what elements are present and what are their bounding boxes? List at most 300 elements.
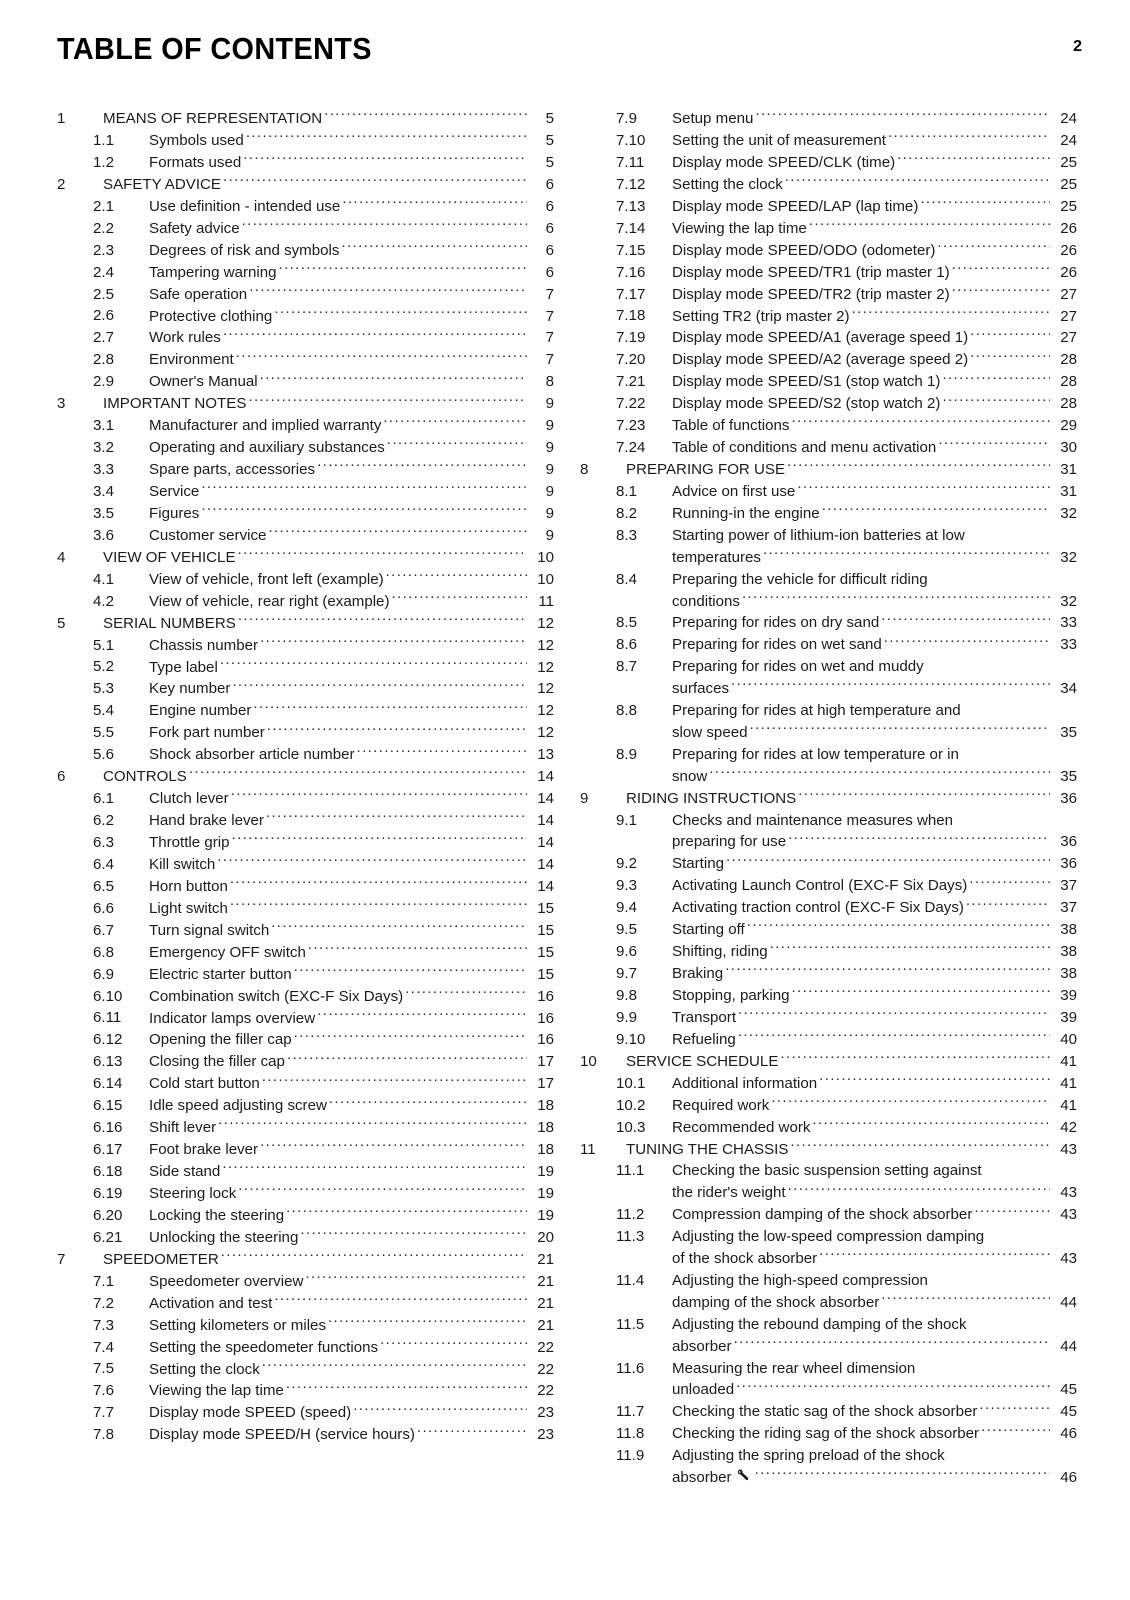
toc-entry-title-line-last — [149, 832, 554, 854]
toc-entry[interactable] — [580, 1204, 1077, 1226]
toc-entry-title: Work rules — [149, 329, 221, 347]
toc-entry[interactable] — [57, 327, 554, 349]
toc-entry[interactable] — [580, 196, 1077, 218]
toc-entry[interactable] — [580, 875, 1077, 897]
toc-entry-title: Starting power of lithium-ion batteries at low — [672, 526, 965, 544]
toc-entry-title-block — [149, 1139, 554, 1161]
toc-entry-title-block — [103, 393, 554, 415]
toc-entry-title-block — [672, 1445, 1077, 1489]
toc-entry[interactable] — [580, 1139, 1077, 1161]
toc-entry-title: Setting the unit of measurement — [672, 132, 886, 150]
toc-entry-number: 10 — [580, 1052, 597, 1070]
page-number: 2 — [1073, 38, 1082, 55]
toc-entry[interactable] — [57, 196, 554, 218]
toc-entry[interactable] — [57, 854, 554, 876]
toc-entry-title-block — [672, 174, 1077, 196]
toc-entry[interactable] — [580, 853, 1077, 875]
toc-entry-number: 6.3 — [93, 833, 114, 851]
toc-entry-title-block — [149, 218, 554, 240]
toc-entry-title: Hand brake lever — [149, 812, 264, 830]
toc-entry[interactable] — [57, 1095, 554, 1117]
toc-entry-title: Foot brake lever — [149, 1141, 259, 1159]
toc-entry[interactable] — [57, 1271, 554, 1293]
toc-entry[interactable] — [57, 613, 554, 635]
toc-entry-title-line-last — [672, 831, 1077, 853]
toc-entry-page: 44 — [1060, 1337, 1077, 1355]
toc-entry-page: 19 — [537, 1163, 554, 1181]
toc-entry-page: 14 — [537, 834, 554, 852]
dot-leader — [738, 1029, 1050, 1044]
toc-entry[interactable] — [57, 744, 554, 766]
toc-entry[interactable] — [580, 174, 1077, 196]
toc-entry-title-line-last — [672, 371, 1077, 393]
toc-entry-title-line-last — [149, 327, 554, 349]
toc-entry-page: 36 — [1060, 855, 1077, 873]
toc-entry[interactable] — [57, 415, 554, 437]
toc-entry-number: 6.4 — [93, 855, 114, 873]
toc-entry-title-block — [672, 569, 1077, 613]
toc-entry[interactable] — [580, 393, 1077, 415]
dot-leader — [386, 569, 527, 584]
toc-entry-title-block — [149, 196, 554, 218]
toc-entry[interactable] — [580, 1445, 1077, 1489]
toc-entry-title-line-last — [672, 174, 1077, 196]
toc-entry[interactable] — [580, 1401, 1077, 1423]
toc-entry-title: Safe operation — [149, 285, 248, 303]
toc-entry[interactable] — [57, 371, 554, 393]
toc-entry[interactable] — [57, 656, 554, 678]
toc-entry-title-block — [672, 1423, 1077, 1445]
dot-leader — [979, 1401, 1050, 1416]
toc-columns — [57, 108, 1084, 1590]
toc-entry[interactable] — [57, 1205, 554, 1227]
toc-entry-number: 5.6 — [93, 746, 114, 764]
toc-entry[interactable] — [57, 700, 554, 722]
dot-leader — [734, 1336, 1050, 1351]
toc-entry[interactable] — [580, 1160, 1077, 1204]
toc-entry-title: Display mode SPEED/ODO (odometer) — [672, 241, 936, 259]
toc-entry-title-line-last — [149, 1424, 554, 1446]
toc-entry[interactable] — [57, 1358, 554, 1380]
toc-entry-page: 14 — [537, 768, 554, 786]
toc-entry[interactable] — [57, 1293, 554, 1315]
toc-entry-title-block — [149, 1337, 554, 1359]
toc-entry-number: 4.1 — [93, 570, 114, 588]
dot-leader — [274, 305, 527, 320]
dot-leader — [341, 240, 527, 255]
toc-entry-title: Safety advice — [149, 219, 240, 237]
toc-entry[interactable] — [57, 1117, 554, 1139]
toc-entry-title: Display mode SPEED/A1 (average speed 1) — [672, 329, 969, 347]
toc-entry[interactable] — [57, 942, 554, 964]
toc-entry-page: 28 — [1060, 351, 1077, 369]
dot-leader — [791, 415, 1050, 430]
toc-entry-title-line-last — [626, 459, 1077, 481]
toc-entry-page: 21 — [537, 1316, 554, 1334]
toc-entry[interactable] — [580, 1226, 1077, 1270]
toc-entry[interactable] — [57, 1380, 554, 1402]
toc-entry-page: 15 — [537, 921, 554, 939]
toc-entry-title-block — [672, 1226, 1077, 1270]
toc-entry[interactable] — [57, 1424, 554, 1446]
dot-leader — [342, 196, 527, 211]
toc-entry-title-line-last — [149, 371, 554, 393]
toc-entry-page: 32 — [1060, 504, 1077, 522]
toc-entry[interactable] — [57, 569, 554, 591]
toc-entry-title-line-last — [672, 1379, 1077, 1401]
toc-entry-number: 4 — [57, 548, 66, 566]
toc-entry-number: 11.6 — [616, 1359, 645, 1377]
toc-entry-number: 2 — [57, 175, 66, 193]
toc-entry[interactable] — [57, 284, 554, 306]
toc-entry-page: 12 — [537, 724, 554, 742]
toc-entry[interactable] — [57, 1139, 554, 1161]
toc-entry-title: Chassis number — [149, 636, 259, 654]
toc-entry[interactable] — [57, 393, 554, 415]
toc-entry-number: 9.9 — [616, 1008, 637, 1026]
toc-entry[interactable] — [580, 503, 1077, 525]
toc-entry-title-block — [149, 678, 554, 700]
toc-entry[interactable] — [57, 810, 554, 832]
toc-entry[interactable] — [580, 415, 1077, 437]
dot-leader — [387, 437, 527, 452]
toc-entry-title-block — [149, 305, 554, 327]
dot-leader — [357, 744, 527, 759]
toc-entry[interactable] — [580, 1007, 1077, 1029]
toc-entry-title-block — [672, 810, 1077, 854]
toc-entry-number: 7.3 — [93, 1316, 114, 1334]
toc-entry[interactable] — [57, 591, 554, 613]
toc-entry[interactable] — [57, 525, 554, 547]
toc-entry-number: 9.10 — [616, 1030, 646, 1048]
toc-entry-page: 45 — [1060, 1403, 1077, 1421]
toc-entry-number: 2.3 — [93, 241, 114, 259]
toc-entry[interactable] — [580, 130, 1077, 152]
toc-entry-title-block — [149, 635, 554, 657]
toc-entry[interactable] — [57, 986, 554, 1008]
toc-entry[interactable] — [580, 152, 1077, 174]
toc-entry[interactable] — [580, 612, 1077, 634]
dot-leader — [232, 832, 527, 847]
toc-entry[interactable] — [57, 130, 554, 152]
toc-entry-page: 8 — [545, 373, 554, 391]
toc-entry[interactable] — [580, 284, 1077, 306]
toc-entry-title: Viewing the lap time — [149, 1382, 284, 1400]
toc-entry-title-block — [149, 1315, 554, 1337]
toc-entry-page: 6 — [545, 175, 554, 193]
toc-entry-number: 6.1 — [93, 790, 114, 808]
toc-entry-page: 43 — [1060, 1184, 1077, 1202]
toc-entry[interactable] — [580, 459, 1077, 481]
toc-entry[interactable] — [57, 437, 554, 459]
toc-entry-title-block — [103, 547, 554, 569]
toc-entry[interactable] — [57, 481, 554, 503]
toc-entry-title-line-last — [672, 108, 1077, 130]
toc-entry-title-line-last — [672, 437, 1077, 459]
dot-leader — [417, 1424, 527, 1439]
dot-leader — [938, 437, 1050, 452]
toc-entry-title: conditions — [672, 592, 740, 610]
toc-entry-title: unloaded — [672, 1381, 735, 1399]
toc-entry-page: 6 — [545, 263, 554, 281]
toc-entry-title-line-last — [672, 875, 1077, 897]
toc-entry-title-block — [672, 1270, 1077, 1314]
toc-entry-title: Clutch lever — [149, 790, 229, 808]
toc-entry-title-line-last — [149, 1007, 554, 1029]
toc-column-left — [57, 108, 554, 1590]
toc-entry[interactable] — [580, 1270, 1077, 1314]
toc-entry[interactable] — [580, 525, 1077, 569]
toc-entry[interactable] — [57, 766, 554, 788]
toc-entry-number: 11.5 — [616, 1315, 645, 1333]
toc-entry-title: View of vehicle, rear right (example) — [149, 592, 390, 610]
toc-entry[interactable] — [580, 634, 1077, 656]
toc-entry-title-line-last — [672, 415, 1077, 437]
toc-entry-number: 9.6 — [616, 943, 637, 961]
dot-leader — [725, 963, 1050, 978]
toc-entry[interactable] — [580, 1051, 1077, 1073]
toc-entry[interactable] — [580, 371, 1077, 393]
toc-entry-title: Refueling — [672, 1030, 736, 1048]
dot-leader — [747, 919, 1050, 934]
toc-entry-number: 8.4 — [616, 570, 637, 588]
toc-entry[interactable] — [580, 437, 1077, 459]
toc-entry-number: 3.6 — [93, 526, 114, 544]
toc-entry-number: 7.12 — [616, 175, 646, 193]
toc-entry[interactable] — [580, 700, 1077, 744]
toc-entry-title-block — [149, 327, 554, 349]
toc-entry-title-line-last — [626, 1051, 1077, 1073]
toc-entry[interactable] — [57, 547, 554, 569]
toc-entry-title-line — [672, 569, 1077, 591]
toc-entry-title-block — [103, 174, 554, 196]
toc-entry-title-block — [149, 1271, 554, 1293]
toc-entry[interactable] — [57, 1249, 554, 1271]
toc-entry[interactable] — [580, 744, 1077, 788]
toc-entry-number: 8.6 — [616, 636, 637, 654]
toc-entry[interactable] — [57, 349, 554, 371]
toc-entry-title-line-last — [672, 612, 1077, 634]
toc-entry-title: Table of conditions and menu activation — [672, 439, 937, 457]
toc-entry[interactable] — [580, 327, 1077, 349]
toc-entry-title-block — [149, 1424, 554, 1446]
toc-entry-page: 12 — [537, 702, 554, 720]
toc-entry[interactable] — [57, 1161, 554, 1183]
toc-entry-title-block — [149, 1293, 554, 1315]
dot-leader — [819, 1073, 1050, 1088]
toc-entry-title: Degrees of risk and symbols — [149, 241, 340, 259]
toc-entry[interactable] — [580, 305, 1077, 327]
toc-entry-title: Steering lock — [149, 1185, 237, 1203]
toc-entry[interactable] — [57, 218, 554, 240]
toc-entry[interactable] — [57, 240, 554, 262]
toc-entry-title-line-last — [672, 218, 1077, 240]
toc-entry-title-line-last — [149, 1095, 554, 1117]
toc-entry[interactable] — [57, 898, 554, 920]
toc-entry-title-block — [149, 262, 554, 284]
toc-entry-number: 7.9 — [616, 110, 637, 127]
toc-entry-title-block — [149, 986, 554, 1008]
toc-entry[interactable] — [580, 919, 1077, 941]
toc-entry-title-line-last — [103, 174, 554, 196]
toc-entry-page: 24 — [1060, 132, 1077, 150]
toc-entry[interactable] — [57, 1183, 554, 1205]
toc-entry-title-line-last — [149, 1051, 554, 1073]
toc-entry-title-line-last — [149, 964, 554, 986]
toc-entry[interactable] — [580, 963, 1077, 985]
toc-entry-title: Checking the static sag of the shock absorber — [672, 1403, 978, 1421]
dot-leader — [750, 722, 1050, 737]
toc-entry[interactable] — [580, 1073, 1077, 1095]
dot-leader — [217, 854, 527, 869]
toc-entry[interactable] — [580, 1095, 1077, 1117]
toc-entry-title-block — [149, 1029, 554, 1051]
toc-entry[interactable] — [580, 240, 1077, 262]
toc-entry-page: 36 — [1060, 789, 1077, 807]
toc-entry-title: Engine number — [149, 702, 252, 720]
dot-leader — [238, 613, 527, 628]
toc-entry[interactable] — [57, 1337, 554, 1359]
toc-entry-title-block — [149, 1051, 554, 1073]
toc-entry-number: 8.9 — [616, 745, 637, 763]
toc-entry-title-block — [149, 656, 554, 678]
toc-entry-title: Emergency OFF switch — [149, 943, 306, 961]
toc-entry[interactable] — [580, 941, 1077, 963]
toc-entry-title: Unlocking the steering — [149, 1228, 299, 1246]
toc-entry[interactable] — [580, 656, 1077, 700]
dot-leader — [249, 284, 527, 299]
toc-entry-title: Setting the clock — [149, 1360, 260, 1378]
toc-entry[interactable] — [580, 262, 1077, 284]
toc-entry-number: 6.19 — [93, 1184, 123, 1202]
toc-entry-title-block — [672, 1314, 1077, 1358]
dot-leader — [787, 459, 1050, 474]
dot-leader — [232, 678, 527, 693]
toc-entry[interactable] — [580, 1314, 1077, 1358]
toc-entry[interactable] — [580, 985, 1077, 1007]
dot-leader — [771, 1095, 1050, 1110]
toc-entry-title-line-last — [672, 1292, 1077, 1314]
toc-entry[interactable] — [57, 1227, 554, 1249]
toc-entry-page: 37 — [1060, 877, 1077, 895]
toc-entry-title-line-last — [672, 634, 1077, 656]
toc-entry-title: PREPARING FOR USE — [626, 461, 786, 479]
dot-leader — [201, 503, 527, 518]
toc-entry-title-block — [672, 919, 1077, 941]
dot-leader — [888, 130, 1050, 145]
toc-entry-title-block — [672, 1007, 1077, 1029]
toc-entry[interactable] — [57, 678, 554, 700]
toc-entry[interactable] — [57, 1051, 554, 1073]
dot-leader — [260, 1139, 527, 1154]
toc-entry-title: Side stand — [149, 1163, 221, 1181]
toc-entry-title-block — [626, 788, 1077, 810]
toc-entry-number: 6.2 — [93, 812, 114, 829]
toc-entry[interactable] — [580, 1117, 1077, 1139]
toc-entry[interactable] — [57, 152, 554, 174]
toc-entry[interactable] — [580, 569, 1077, 613]
dot-leader — [884, 634, 1050, 649]
toc-entry-title-line-last — [149, 920, 554, 942]
toc-entry-title-line-last — [103, 1249, 554, 1271]
toc-entry-number: 5.3 — [93, 680, 114, 698]
toc-entry[interactable] — [57, 262, 554, 284]
toc-entry[interactable] — [580, 788, 1077, 810]
toc-entry[interactable] — [57, 788, 554, 810]
toc-entry-title: Display mode SPEED/A2 (average speed 2) — [672, 351, 969, 369]
toc-entry[interactable] — [57, 876, 554, 898]
toc-entry-page: 27 — [1060, 285, 1077, 303]
toc-entry-page: 6 — [545, 241, 554, 259]
dot-leader — [231, 788, 527, 803]
toc-entry[interactable] — [580, 1358, 1077, 1402]
toc-entry-number: 3.3 — [93, 461, 114, 478]
toc-entry-title-block — [626, 1139, 1077, 1161]
toc-entry-title: Additional information — [672, 1074, 818, 1092]
toc-entry-title-block — [149, 744, 554, 766]
toc-entry[interactable] — [57, 920, 554, 942]
toc-entry-title-block — [672, 305, 1077, 327]
toc-entry[interactable] — [57, 832, 554, 854]
toc-entry[interactable] — [580, 897, 1077, 919]
toc-entry-title: Display mode SPEED/H (service hours) — [149, 1426, 415, 1444]
toc-entry-number: 10.2 — [616, 1096, 646, 1114]
toc-entry[interactable] — [57, 503, 554, 525]
dot-leader — [317, 1007, 527, 1022]
toc-entry-title-block — [672, 1160, 1077, 1204]
toc-entry-title-line-last — [149, 1139, 554, 1161]
toc-entry[interactable] — [57, 1402, 554, 1424]
toc-entry[interactable] — [57, 1029, 554, 1051]
toc-entry[interactable] — [580, 349, 1077, 371]
toc-entry[interactable] — [57, 635, 554, 657]
toc-entry-title: Preparing the vehicle for difficult riding — [672, 570, 928, 588]
toc-entry-title: Display mode SPEED/TR1 (trip master 1) — [672, 263, 950, 281]
toc-entry[interactable] — [580, 481, 1077, 503]
toc-entry-number: 7.18 — [616, 307, 646, 325]
dot-leader — [822, 503, 1050, 518]
toc-entry[interactable] — [57, 964, 554, 986]
toc-entry[interactable] — [57, 722, 554, 744]
toc-entry-number: 7.17 — [616, 285, 646, 303]
toc-entry[interactable] — [580, 1423, 1077, 1445]
toc-entry-title-block — [149, 240, 554, 262]
toc-entry[interactable] — [580, 218, 1077, 240]
dot-leader — [809, 218, 1050, 233]
toc-entry[interactable] — [57, 459, 554, 481]
toc-entry[interactable] — [580, 810, 1077, 854]
toc-entry[interactable] — [57, 1315, 554, 1337]
toc-entry-page: 41 — [1060, 1052, 1077, 1070]
toc-entry[interactable] — [580, 108, 1077, 130]
toc-entry[interactable] — [57, 108, 554, 130]
toc-entry[interactable] — [57, 1073, 554, 1095]
toc-entry-title-line-last — [149, 700, 554, 722]
toc-entry[interactable] — [57, 305, 554, 327]
toc-entry-title-block — [672, 1401, 1077, 1423]
toc-entry[interactable] — [580, 1029, 1077, 1051]
toc-entry[interactable] — [57, 174, 554, 196]
toc-entry-title-line-last — [149, 284, 554, 306]
dot-leader — [812, 1117, 1050, 1132]
toc-entry-title-line-last — [672, 1401, 1077, 1423]
toc-entry-page: 26 — [1060, 263, 1077, 281]
dot-leader — [970, 349, 1050, 364]
toc-entry[interactable] — [57, 1007, 554, 1029]
toc-entry-title: Checking the basic suspension setting against — [672, 1162, 982, 1180]
toc-entry-title-line-last — [149, 591, 554, 613]
toc-entry-title-block — [672, 1117, 1077, 1139]
